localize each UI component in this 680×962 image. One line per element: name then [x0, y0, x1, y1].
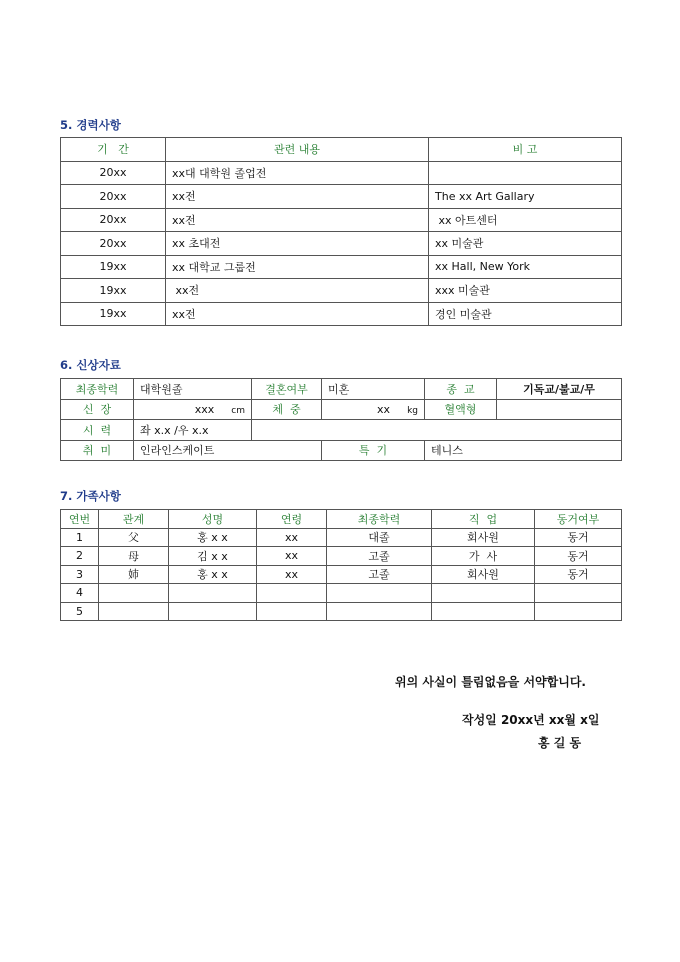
height-unit: cm [231, 405, 245, 416]
family-header-row [61, 510, 622, 529]
family-header-job: 직 업 [432, 510, 535, 529]
family-age: xx [257, 547, 327, 566]
career-note [429, 161, 622, 185]
education-value: 대학원졸 [134, 379, 252, 400]
career-note: 경인 미술관 [429, 302, 622, 326]
family-age [257, 584, 327, 603]
career-header-content: 관련 내용 [166, 138, 429, 162]
family-row [61, 602, 622, 621]
career-section-title: 5. 경력사항 [60, 118, 121, 132]
career-content: xx대 대학원 졸업전 [166, 161, 429, 185]
career-content: xx전 [166, 302, 429, 326]
personal-row-2 [61, 399, 622, 420]
family-name [169, 602, 257, 621]
family-job [432, 584, 535, 603]
family-header-name: 성명 [169, 510, 257, 529]
family-body [61, 528, 622, 621]
career-content: xx전 [166, 208, 429, 232]
career-period: 20xx [61, 232, 166, 256]
family-header-no: 연번 [61, 510, 99, 529]
career-content: xx전 [166, 185, 429, 209]
marital-value: 미혼 [322, 379, 425, 400]
career-table [60, 137, 622, 326]
personal-section-title: 6. 신상자료 [60, 358, 121, 372]
blood-value [497, 399, 622, 420]
career-note: xxx 미술관 [429, 279, 622, 303]
signature-date: 작성일 20xx년 xx월 x일 [462, 713, 600, 727]
family-no: 5 [61, 602, 99, 621]
hobby-value: 인라인스케이트 [134, 440, 322, 461]
career-period: 19xx [61, 302, 166, 326]
family-education: 대졸 [327, 528, 432, 547]
career-period: 19xx [61, 279, 166, 303]
personal-row-3 [61, 420, 622, 441]
family-living: 동거 [535, 547, 622, 566]
family-living: 동거 [535, 565, 622, 584]
career-row [61, 208, 622, 232]
family-education [327, 602, 432, 621]
career-header-period: 기 간 [61, 138, 166, 162]
family-no: 1 [61, 528, 99, 547]
family-row [61, 565, 622, 584]
family-relation: 父 [99, 528, 169, 547]
family-relation: 姉 [99, 565, 169, 584]
family-job: 가 사 [432, 547, 535, 566]
weight-label: 체 중 [252, 399, 322, 420]
height-value: xxx [194, 402, 215, 416]
family-name: 홍 x x [169, 528, 257, 547]
family-no: 2 [61, 547, 99, 566]
family-age: xx [257, 565, 327, 584]
family-living: 동거 [535, 528, 622, 547]
vision-empty [252, 420, 622, 441]
weight-unit: kg [407, 405, 418, 416]
family-education: 고졸 [327, 565, 432, 584]
family-no: 3 [61, 565, 99, 584]
vision-value: 좌 x.x /우 x.x [134, 420, 252, 441]
family-name [169, 584, 257, 603]
family-row [61, 584, 622, 603]
family-no: 4 [61, 584, 99, 603]
vision-label: 시 력 [61, 420, 134, 441]
skill-value: 테니스 [425, 440, 622, 461]
weight-cell [322, 399, 425, 420]
career-header-row [61, 138, 622, 162]
career-row [61, 255, 622, 279]
education-label: 최종학력 [61, 379, 134, 400]
signature-name: 홍 길 동 [538, 736, 582, 750]
marital-label: 결혼여부 [252, 379, 322, 400]
career-period: 20xx [61, 185, 166, 209]
career-row [61, 279, 622, 303]
career-content: xx 대학교 그룹전 [166, 255, 429, 279]
family-age: xx [257, 528, 327, 547]
personal-table [60, 378, 622, 461]
career-period: 19xx [61, 255, 166, 279]
family-education: 고졸 [327, 547, 432, 566]
family-job [432, 602, 535, 621]
family-row [61, 547, 622, 566]
personal-row-4 [61, 440, 622, 461]
career-note: The xx Art Gallary [429, 185, 622, 209]
family-name: 홍 x x [169, 565, 257, 584]
personal-row-1 [61, 379, 622, 400]
family-header-education: 최종학력 [327, 510, 432, 529]
career-period: 20xx [61, 208, 166, 232]
skill-label: 특 기 [322, 440, 425, 461]
career-period: 20xx [61, 161, 166, 185]
hobby-label: 취 미 [61, 440, 134, 461]
career-content: xx 초대전 [166, 232, 429, 256]
height-label: 신 장 [61, 399, 134, 420]
career-body [61, 161, 622, 326]
family-table [60, 509, 622, 621]
religion-label: 종 교 [425, 379, 497, 400]
career-content: xx전 [166, 279, 429, 303]
career-note: xx 미술관 [429, 232, 622, 256]
career-row [61, 232, 622, 256]
family-header-age: 연령 [257, 510, 327, 529]
family-living [535, 584, 622, 603]
career-note: xx Hall, New York [429, 255, 622, 279]
weight-value: xx [377, 402, 391, 416]
signature-statement: 위의 사실이 틀림없음을 서약합니다. [395, 675, 586, 689]
family-header-living: 동거여부 [535, 510, 622, 529]
career-row [61, 161, 622, 185]
family-job: 회사원 [432, 528, 535, 547]
career-row [61, 302, 622, 326]
family-name: 김 x x [169, 547, 257, 566]
blood-label: 혈액형 [425, 399, 497, 420]
height-cell [134, 399, 252, 420]
family-education [327, 584, 432, 603]
family-living [535, 602, 622, 621]
career-header-note: 비 고 [429, 138, 622, 162]
family-relation [99, 584, 169, 603]
family-relation [99, 602, 169, 621]
career-row [61, 185, 622, 209]
family-section-title: 7. 가족사항 [60, 489, 121, 503]
family-age [257, 602, 327, 621]
religion-value: 기독교/불교/무 [497, 379, 622, 400]
family-header-relation: 관계 [99, 510, 169, 529]
family-relation: 母 [99, 547, 169, 566]
career-note: xx 아트센터 [429, 208, 622, 232]
family-job: 회사원 [432, 565, 535, 584]
family-row [61, 528, 622, 547]
